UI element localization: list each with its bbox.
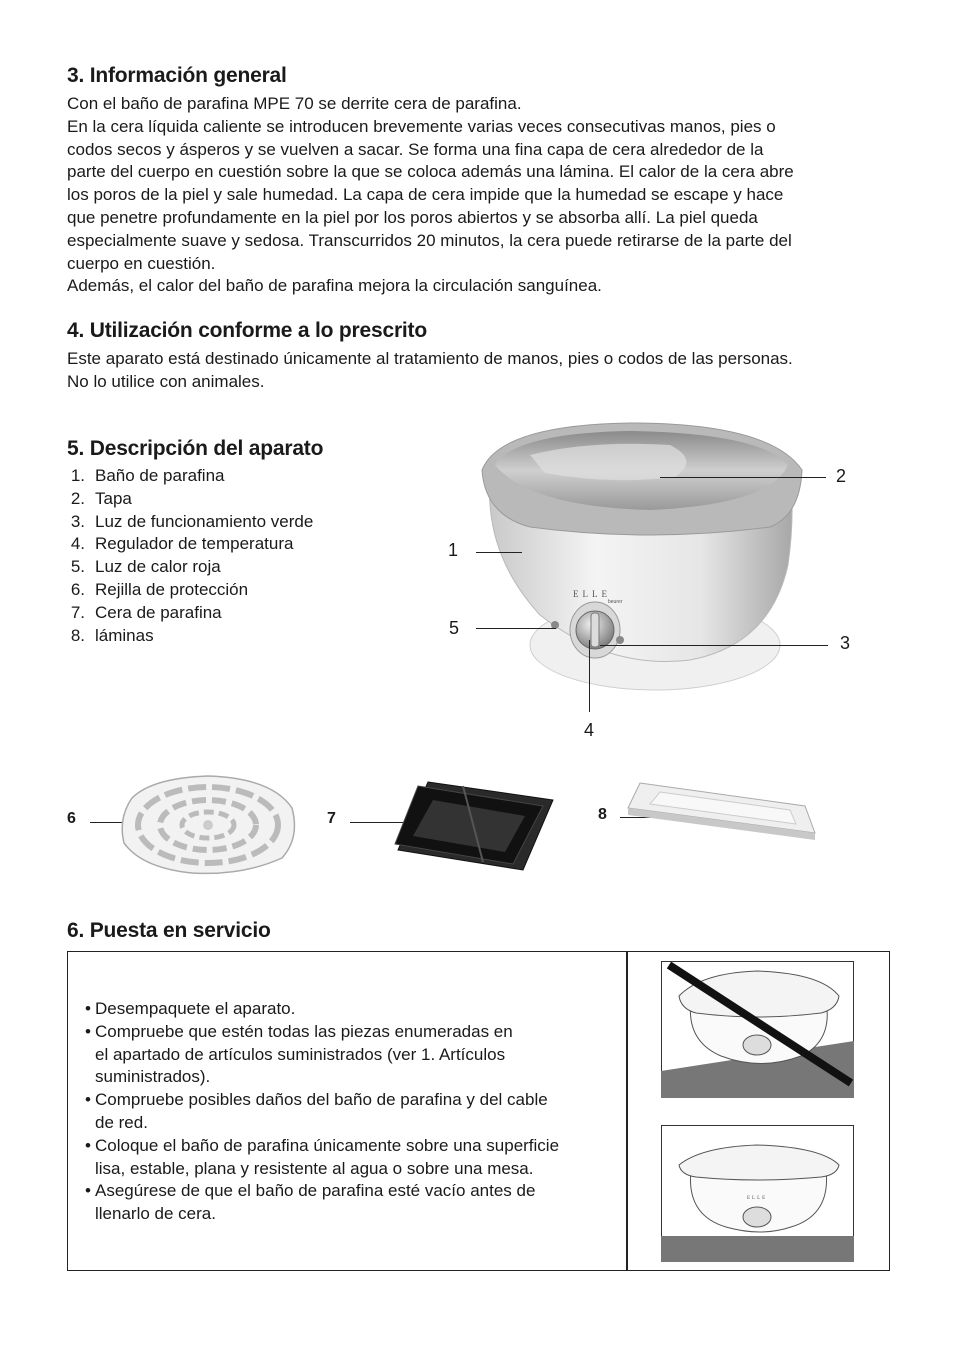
- paraffin-bath-illustration: [470, 415, 810, 715]
- list-item: 1. Baño de parafina: [70, 466, 225, 485]
- callout-3: 3: [840, 633, 851, 653]
- s3-line: En la cera líquida caliente se introducen brevemente varias veces consecutivas manos, pies o: [67, 116, 776, 136]
- s3-line: Además, el calor del baño de parafina mejora la circulación sanguínea.: [67, 276, 602, 296]
- section-3-title: 3. Información general: [67, 64, 287, 87]
- callout-7: 7: [327, 810, 336, 827]
- s3-line: que penetre profundamente en la piel por los poros abiertos y se absorba allí. La piel queda: [67, 207, 758, 227]
- list-item: 4. Regulador de temperatura: [70, 534, 294, 554]
- callout-6: 6: [67, 810, 76, 827]
- callout-8: 8: [598, 806, 607, 823]
- list-item: • Compruebe que estén todas las piezas enumeradas en el apartado de artículos suministrados (ver 1. Artículos suministrados).: [67, 1021, 622, 1089]
- section-6-title: 6. Puesta en servicio: [67, 919, 271, 942]
- list-item: 2. Tapa: [70, 488, 132, 508]
- list-item: • Compruebe posibles daños del baño de parafina y del cable de red.: [67, 1089, 622, 1135]
- s3-line: los poros de la piel y sale humedad. La capa de cera impide que la humedad se escape y hace: [67, 185, 784, 205]
- callout-line-4: [589, 640, 590, 712]
- callout-5: 5: [449, 618, 460, 638]
- brand-logo-text: ELLE: [573, 589, 611, 599]
- section-4-body: [67, 348, 887, 394]
- s4-line: No lo utilice con animales.: [67, 371, 265, 391]
- correct-placement-figure: [661, 1125, 854, 1262]
- wrong-placement-figure: [661, 961, 854, 1098]
- s3-line: parte del cuerpo en cuestión sobre la que se coloca además una lámina. El calor de la cera abre: [67, 162, 794, 182]
- s3-line: Con el baño de parafina MPE 70 se derrite cera de parafina.: [67, 94, 522, 113]
- list-item: 7. Cera de parafina: [70, 602, 222, 622]
- list-item: 8. láminas: [70, 625, 154, 645]
- paraffin-wax-illustration: [393, 778, 558, 873]
- list-item: 6. Rejilla de protección: [70, 579, 249, 599]
- protection-grid-illustration: [112, 768, 304, 878]
- section-4-title: 4. Utilización conforme a lo prescrito: [67, 319, 427, 342]
- parts-list: [57, 465, 313, 647]
- callout-1: 1: [448, 540, 459, 560]
- list-item: 3. Luz de funcionamiento verde: [70, 511, 314, 531]
- section-5-title: 5. Descripción del aparato: [67, 437, 324, 460]
- s3-line: codos secos y ásperos y se vuelven a sacar. Se forma una fina capa de cera alrededor de la: [67, 139, 764, 159]
- callout-4: 4: [584, 720, 595, 740]
- list-item: • Asegúrese de que el baño de parafina esté vacío antes de llenarlo de cera.: [67, 1180, 622, 1226]
- list-item: • Coloque el baño de parafina únicamente sobre una superficie lisa, estable, plana y resistente al agua o sobre una mesa.: [67, 1135, 622, 1181]
- s4-line: Este aparato está destinado únicamente al tratamiento de manos, pies o codos de las personas.: [67, 349, 793, 368]
- callout-line-2: [660, 477, 826, 478]
- foils-illustration: [620, 778, 820, 843]
- brand-sub-text: beurer: [608, 599, 623, 605]
- instructions-box-divider: [626, 951, 628, 1271]
- brand-logo-text-small: ELLE: [747, 1196, 768, 1201]
- section-3-body: [67, 93, 887, 298]
- callout-line-1: [476, 552, 522, 553]
- list-item: • Desempaquete el aparato.: [67, 998, 622, 1021]
- callout-line-3: [600, 645, 828, 646]
- s3-line: especialmente suave y sedosa. Transcurridos 20 minutos, la cera puede retirarse de la parte del: [67, 230, 792, 250]
- callout-line-5: [476, 628, 556, 629]
- s3-line: cuerpo en cuestión.: [67, 253, 216, 273]
- setup-bullets: [67, 998, 622, 1226]
- callout-2: 2: [836, 466, 847, 486]
- list-item: 5. Luz de calor roja: [70, 557, 221, 577]
